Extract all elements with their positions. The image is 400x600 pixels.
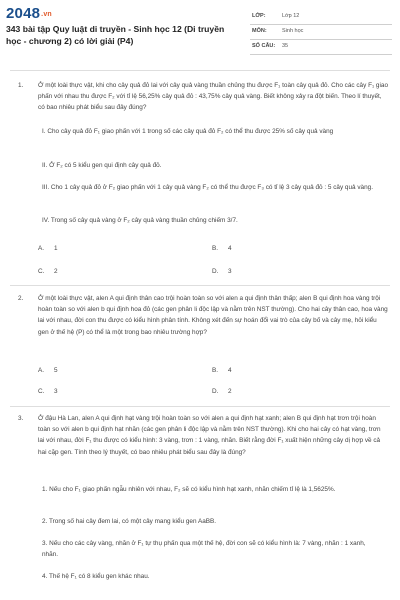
option-value: 1 [54,245,58,252]
info-row-count [250,40,392,55]
statement: III. Cho 1 cây quả đỏ ở F₂ giao phấn với 1 cây quả vàng F₂ có thể thu được F₃ có tỉ lệ 3 cây quả đỏ : 5 cây quả vàng. [42,184,373,191]
info-row-class [250,10,392,25]
info-box [250,10,392,56]
info-value-subject: Sinh học [282,28,304,34]
statement: IV. Trong số cây quả vàng ở F₂ cây quả vàng thuần chủng chiếm 3/7. [42,217,238,224]
divider [10,285,390,286]
info-label-count: SỐ CÂU: [252,43,276,49]
info-value-count: 35 [282,43,289,49]
logo-text: 2048 [6,5,41,22]
info-label-class: LỚP: [252,13,266,19]
statement: 4. Thế hệ F₁ có 8 kiểu gen khác nhau. [42,573,150,580]
option-letter: D. [212,268,219,275]
option-value: 3 [228,268,232,275]
question-number: 2. [18,295,24,302]
statement: 1. Nếu cho F₁ giao phấn ngẫu nhiên với nhau, F₂ sẽ có kiểu hình hạt xanh, nhăn chiếm tỉ lệ là 1,5625%. [42,486,336,493]
option-letter: A. [38,367,45,374]
option-value: 4 [228,367,232,374]
question-text: Ở một loài thực vật, alen A qui định thân cao trội hoàn toàn so với alen a qui định thân thấp; alen B qui định hoa vàng trội hoàn toàn so với alen b qui định hoa đỏ (các gen phân li độc lập và nằm trên NST thường). Cho hai cây thân cao, hoa vàng lai với nhau, đời con thu được có kiểu hình phân tính. Không xét đến sự hoán đổi vai trò của cây bố và cây mẹ, hỏi kiểu gen ở thế hệ (P) có thể là một trong bao nhiêu trường hợp? [38,295,388,336]
statement: 2. Trong số hai cây đem lai, có một cây mang kiểu gen AaBB. [42,518,217,525]
logo-suffix: .vn [41,10,52,18]
question-number: 3. [18,415,24,422]
statement: II. Ở F₂ có 5 kiểu gen qui định cây quả đỏ. [42,162,162,169]
question-number: 1. [18,82,24,89]
divider [10,70,390,71]
site-logo[interactable] [6,5,52,22]
page-title: 343 bài tập Quy luật di truyền - Sinh học 12 (Di truyền học - chương 2) có lời giải (P4) [6,24,225,46]
option-value: 4 [228,245,232,252]
option-letter: C. [38,388,45,395]
statement: 3. Nếu cho các cây vàng, nhăn ở F₁ tự thụ phấn qua một thế hệ, đời con sẽ có kiểu hình là: 7 vàng, nhăn : 1 xanh, nhăn. [42,540,366,559]
page-header [0,0,400,52]
option-letter: A. [38,245,45,252]
question-text: Ở một loài thực vật, khi cho cây quả đỏ lai với cây quả vàng thuần chủng thu được F₁ toàn cây quả đỏ. Cho các cây F₁ giao phấn với nhau thu được F₂ với tỉ lệ 56,25% cây quả đỏ : 43,75% cây quả vàng. Biết không xảy ra đột biến. Theo lí thuyết, có bao nhiêu phát biểu sau đây đúng? [38,82,389,112]
info-row-subject [250,25,392,40]
divider [10,406,390,407]
info-value-class: Lớp 12 [282,13,300,19]
option-value: 2 [228,388,232,395]
statement: I. Cho cây quả đỏ F₁ giao phấn với 1 trong số các cây quả đỏ F₂ có thể thu được 25% số cây quả vàng [42,128,334,135]
option-value: 2 [54,268,58,275]
info-label-subject: MÔN: [252,28,267,34]
option-value: 3 [54,388,58,395]
option-letter: D. [212,388,219,395]
option-value: 5 [54,367,58,374]
option-letter: C. [38,268,45,275]
option-letter: B. [212,367,219,374]
option-letter: B. [212,245,219,252]
question-text: Ở đậu Hà Lan, alen A qui định hạt vàng trội hoàn toàn so với alen a qui định hạt xanh; alen B qui định hạt trơn trội hoàn toàn so với alen b qui định hạt nhăn (các gen phân li độc lập và nằm trên NST thường). Khi cho hai cây có hạt vàng, trơn lai với nhau, đời F₁ thu được có kiểu hình: 3 vàng, trơn : 1 vàng, nhăn. Biết rằng đời F₁ xuất hiện những cây dị hợp về cả hai cặp gen. Tính theo lý thuyết, có bao nhiêu phát biểu sau đây là đúng? [38,415,381,456]
